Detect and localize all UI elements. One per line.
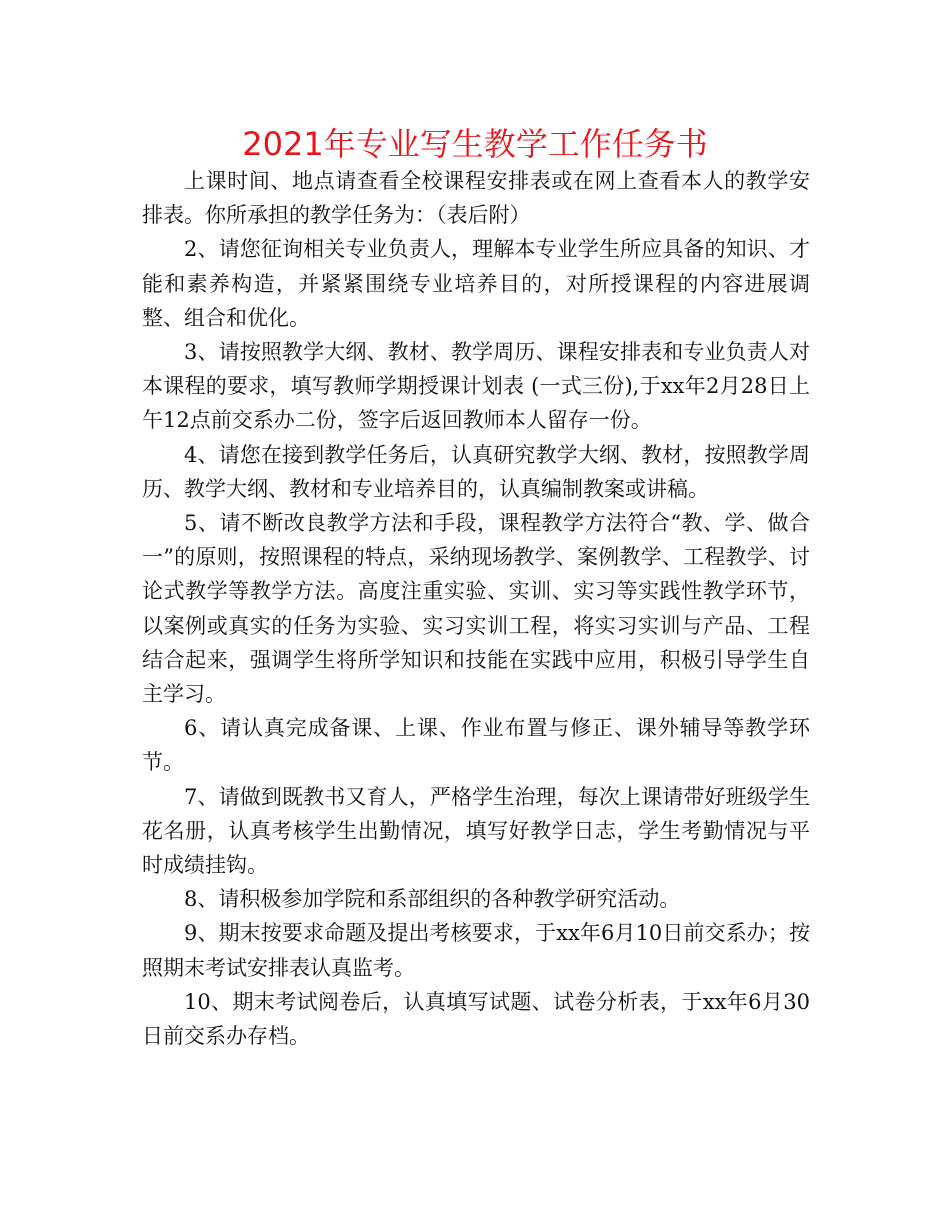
paragraph-item-3: 3、请按照教学大纲、教材、教学周历、课程安排表和专业负责人对本课程的要求，填写教师学期授课计划表 (一式三份),于xx年2月28日上午12点前交系办二份，签字后返回教师本人留存一份。 bbox=[142, 340, 810, 433]
paragraph-item-4: 4、请您在接到教学任务后，认真研究教学大纲、教材，按照教学周历、教学大纲、教材和专业培养目的，认真编制教案或讲稿。 bbox=[142, 442, 810, 501]
paragraph-item-6: 6、请认真完成备课、上课、作业布置与修正、课外辅导等教学环节。 bbox=[142, 716, 810, 775]
paragraph-item-9: 9、期末按要求命题及提出考核要求，于xx年6月10日前交系办；按照期末考试安排表认真监考。 bbox=[142, 921, 810, 980]
paragraph-item-2: 2、请您征询相关专业负责人，理解本专业学生所应具备的知识、才能和素养构造，并紧紧围绕专业培养目的，对所授课程的内容进展调整、组合和优化。 bbox=[142, 237, 810, 330]
document-body bbox=[142, 164, 810, 1053]
paragraph-item-7: 7、请做到既教书又育人，严格学生治理，每次上课请带好班级学生花名册，认真考核学生出勤情况，填写好教学日志，学生考勤情况与平时成绩挂钩。 bbox=[142, 784, 810, 878]
paragraph-item-10: 10、期末考试阅卷后，认真填写试题、试卷分析表，于xx年6月30日前交系办存档。 bbox=[142, 989, 810, 1049]
paragraph-item-5: 5、请不断改良教学方法和手段，课程教学方法符合“教、学、做合一”的原则，按照课程的特点，采纳现场教学、案例教学、工程教学、讨论式教学等教学方法。高度注重实验、实训、实习等实践性教学环节，以案例或真实的任务为实验、实习实训工程，将实习实训与产品、工程结合起来，强调学生将所学知识和技能在实践中应用，积极引导学生自主学习。 bbox=[142, 511, 810, 707]
paragraph-intro: 上课时间、地点请查看全校课程安排表或在网上查看本人的教学安排表。你所承担的教学任务为：（表后附） bbox=[142, 169, 810, 228]
page-title: 2021年专业写生教学工作任务书 bbox=[242, 125, 708, 163]
paragraph-item-8: 8、请积极参加学院和系部组织的各种教学研究活动。 bbox=[184, 887, 681, 912]
